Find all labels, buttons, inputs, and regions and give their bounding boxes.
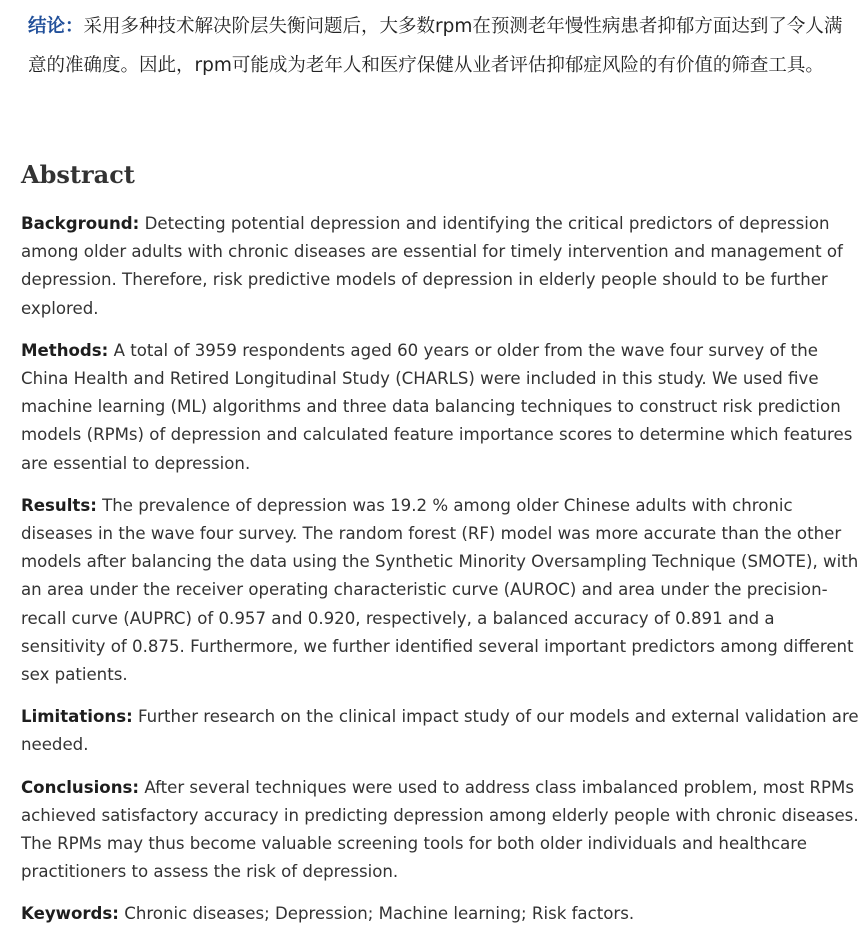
limitations-text: Further research on the clinical impact study of our models and external validation are needed. xyxy=(21,707,859,755)
abstract-heading: Abstract xyxy=(21,160,135,189)
background-text: Detecting potential depression and identifying the critical predictors of depression among older adults with chronic diseases are essential for timely intervention and management of depression. Therefore, risk predictive models of depression in elderly people should to be further explored. xyxy=(21,214,843,318)
results-text: The prevalence of depression was 19.2 % among older Chinese adults with chronic diseases in the wave four survey. The random forest (RF) model was more accurate than the other models after balancing the data using the Synthetic Minority Oversampling Technique (SMOTE), with an area under the receiver operating characteristic curve (AUROC) and area under the precision-recall curve (AUPRC) of 0.957 and 0.920, respectively, a balanced accuracy of 0.891 and a sensitivity of 0.875. Furthermore, we further identified several important predictors among different sex patients. xyxy=(21,495,859,685)
conclusions-text: After several techniques were used to address class imbalanced problem, most RPMs achieved satisfactory accuracy in predicting depression among elderly people with chronic diseases. The RPMs may thus become valuable screening tools for both older individuals and healthcare practitioners to assess the risk of depression. xyxy=(21,777,859,882)
background-label: Background: xyxy=(21,214,140,233)
methods-text: A total of 3959 respondents aged 60 years or older from the wave four survey of the China Health and Retired Longitudinal Study (CHARLS) were included in this study. We used five machine learning (ML) algorithms and three data balancing techniques to construct risk prediction models (RPMs) of depression and calculated feature importance scores to determine which features are essential to depression. xyxy=(21,340,853,473)
conclusions-paragraph xyxy=(21,774,863,887)
keywords-label: Keywords: xyxy=(21,904,119,924)
chinese-conclusion-text: 采用多种技术解决阶层失衡问题后，大多数rpm在预测老年慢性病患者抑郁方面达到了令人满意的准确度。因此，rpm可能成为老年人和医疗保健从业者评估抑郁症风险的有价值的筛查工具。 xyxy=(28,16,843,76)
limitations-label: Limitations: xyxy=(21,707,133,727)
abstract-body xyxy=(21,210,863,943)
methods-label: Methods: xyxy=(21,340,109,360)
chinese-conclusion-paragraph xyxy=(28,8,858,85)
background-paragraph xyxy=(21,210,863,323)
methods-paragraph xyxy=(21,337,863,478)
keywords-paragraph xyxy=(21,900,863,928)
conclusions-label: Conclusions: xyxy=(21,777,140,797)
keywords-text: Chronic diseases; Depression; Machine learning; Risk factors. xyxy=(124,904,635,924)
results-label: Results: xyxy=(21,495,97,515)
limitations-paragraph xyxy=(21,703,863,759)
results-paragraph xyxy=(21,492,863,689)
chinese-conclusion-label: 结论： xyxy=(28,16,84,37)
